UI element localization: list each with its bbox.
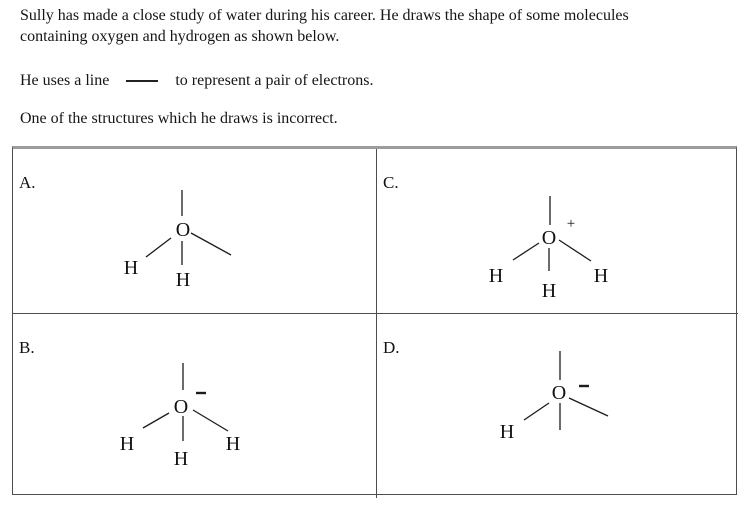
answer-cell-d bbox=[377, 314, 738, 498]
answer-label-b: B. bbox=[19, 338, 35, 357]
electron-pair-sentence bbox=[20, 70, 373, 91]
molecule-drawing-hydroxide-anion bbox=[377, 314, 738, 498]
molecule-drawing-h3o-anion bbox=[13, 314, 376, 498]
electron-pair-line bbox=[146, 238, 171, 257]
intro-paragraph bbox=[20, 5, 629, 47]
molecule-drawing-water bbox=[13, 149, 376, 313]
answer-cell-b bbox=[13, 314, 377, 498]
atom-label-O: O bbox=[173, 396, 189, 418]
atom-label-H: H bbox=[488, 265, 504, 287]
answer-label-d: D. bbox=[383, 338, 400, 357]
electron-pair-line bbox=[524, 403, 549, 420]
electron-pair-line bbox=[569, 398, 608, 416]
electron-pair-line bbox=[143, 413, 169, 428]
intro-line-1: Sully has made a close study of water during his career. He draws the shape of some molecules bbox=[20, 7, 629, 24]
electron-pair-line bbox=[191, 233, 231, 255]
atom-label-O: O bbox=[541, 227, 557, 249]
atom-label-H: H bbox=[593, 265, 609, 287]
electron-pair-line bbox=[559, 240, 591, 261]
intro-line-2: containing oxygen and hydrogen as shown below. bbox=[20, 28, 340, 45]
atom-label-O: O bbox=[175, 219, 191, 241]
atom-label-H: H bbox=[499, 421, 515, 443]
electron-pair-text-after: to represent a pair of electrons. bbox=[175, 72, 374, 89]
answer-cell-a bbox=[13, 149, 377, 314]
electron-pair-line bbox=[513, 243, 539, 260]
atom-label-H: H bbox=[119, 433, 135, 455]
answer-label-c: C. bbox=[383, 173, 399, 192]
atom-label-H: H bbox=[175, 269, 191, 291]
electron-pair-text-before: He uses a line bbox=[20, 72, 110, 89]
atom-label-H: H bbox=[123, 257, 139, 279]
electron-pair-line-symbol bbox=[126, 80, 158, 82]
atom-label-H: H bbox=[225, 433, 241, 455]
atom-label-H: H bbox=[541, 280, 557, 302]
electron-pair-line bbox=[193, 410, 228, 431]
positive-charge-sign: + bbox=[566, 216, 576, 232]
atom-label-H: H bbox=[173, 448, 189, 470]
answer-cell-c bbox=[377, 149, 738, 314]
molecule-drawing-hydronium-cation bbox=[377, 149, 738, 313]
answer-table bbox=[12, 146, 737, 495]
incorrect-statement: One of the structures which he draws is incorrect. bbox=[20, 110, 338, 127]
atom-label-O: O bbox=[551, 382, 567, 404]
answer-label-a: A. bbox=[19, 173, 36, 192]
